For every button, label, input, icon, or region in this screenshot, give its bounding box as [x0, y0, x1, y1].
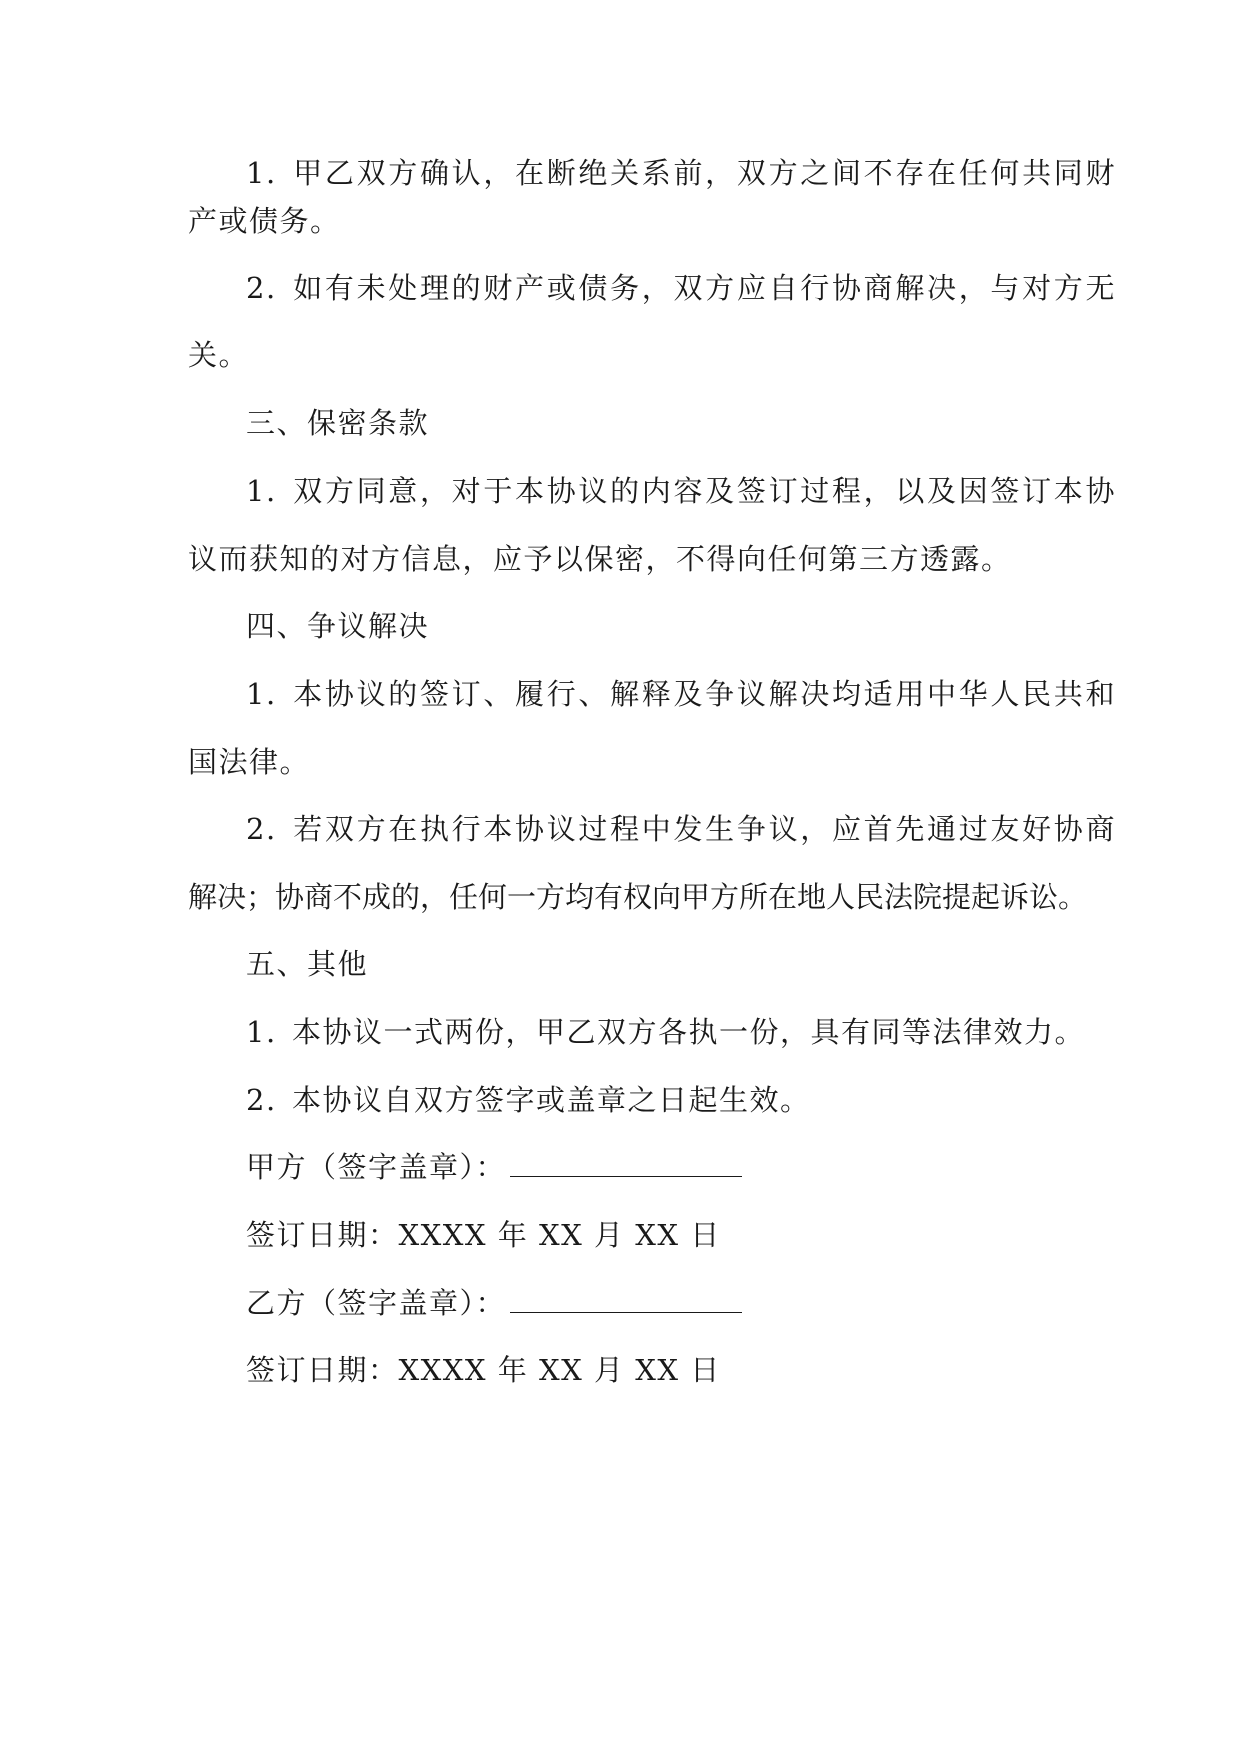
paragraph-line: [246, 153, 1116, 193]
paragraph-line: [246, 1012, 1116, 1052]
paragraph-line: [246, 471, 1116, 511]
section-heading: 三、保密条款: [246, 406, 430, 440]
item-number: 2.: [246, 1083, 277, 1117]
party-a-signature-line: [510, 1148, 742, 1177]
item-number: 2.: [246, 812, 277, 846]
item-text: 本协议一式两份，甲乙双方各执一份，具有同等法律效力。: [292, 1015, 1086, 1049]
party-b-signature-line: [510, 1284, 742, 1313]
party-a-label: 甲方（签字盖章）：: [246, 1150, 507, 1184]
paragraph-line: 产或债务。: [188, 204, 341, 238]
item-number: 1.: [246, 156, 277, 190]
item-text: 若双方在执行本协议过程中发生争议，应首先通过友好协商: [292, 812, 1116, 846]
section-heading: 四、争议解决: [246, 609, 430, 643]
section-heading: 五、其他: [246, 947, 369, 981]
item-text: 双方同意，对于本协议的内容及签订过程，以及因签订本协: [292, 474, 1116, 508]
paragraph-line: 国法律。: [188, 745, 311, 779]
party-b-label: 乙方（签字盖章）：: [246, 1286, 507, 1320]
item-text: 本协议的签订、履行、解释及争议解决均适用中华人民共和: [292, 677, 1116, 711]
party-b-date: 签订日期：XXXX 年 XX 月 XX 日: [246, 1353, 721, 1387]
paragraph-line: [246, 674, 1116, 714]
paragraph-line: [246, 268, 1116, 308]
party-b-signature: [246, 1283, 1116, 1323]
paragraph-line: 解决；协商不成的，任何一方均有权向甲方所在地人民法院提起诉讼。: [188, 880, 1088, 914]
item-number: 2.: [246, 271, 277, 305]
item-text: 如有未处理的财产或债务，双方应自行协商解决，与对方无: [292, 271, 1116, 305]
item-text: 甲乙双方确认，在断绝关系前，双方之间不存在任何共同财: [292, 156, 1116, 190]
paragraph-line: 关。: [188, 338, 250, 372]
paragraph-line: [246, 1080, 1116, 1120]
paragraph-line: 议而获知的对方信息，应予以保密，不得向任何第三方透露。: [188, 542, 1012, 576]
paragraph-line: [246, 809, 1116, 849]
item-text: 本协议自双方签字或盖章之日起生效。: [292, 1083, 811, 1117]
party-a-signature: [246, 1147, 1116, 1187]
item-number: 1.: [246, 1015, 277, 1049]
item-number: 1.: [246, 474, 277, 508]
party-a-date: 签订日期：XXXX 年 XX 月 XX 日: [246, 1218, 721, 1252]
item-number: 1.: [246, 677, 277, 711]
